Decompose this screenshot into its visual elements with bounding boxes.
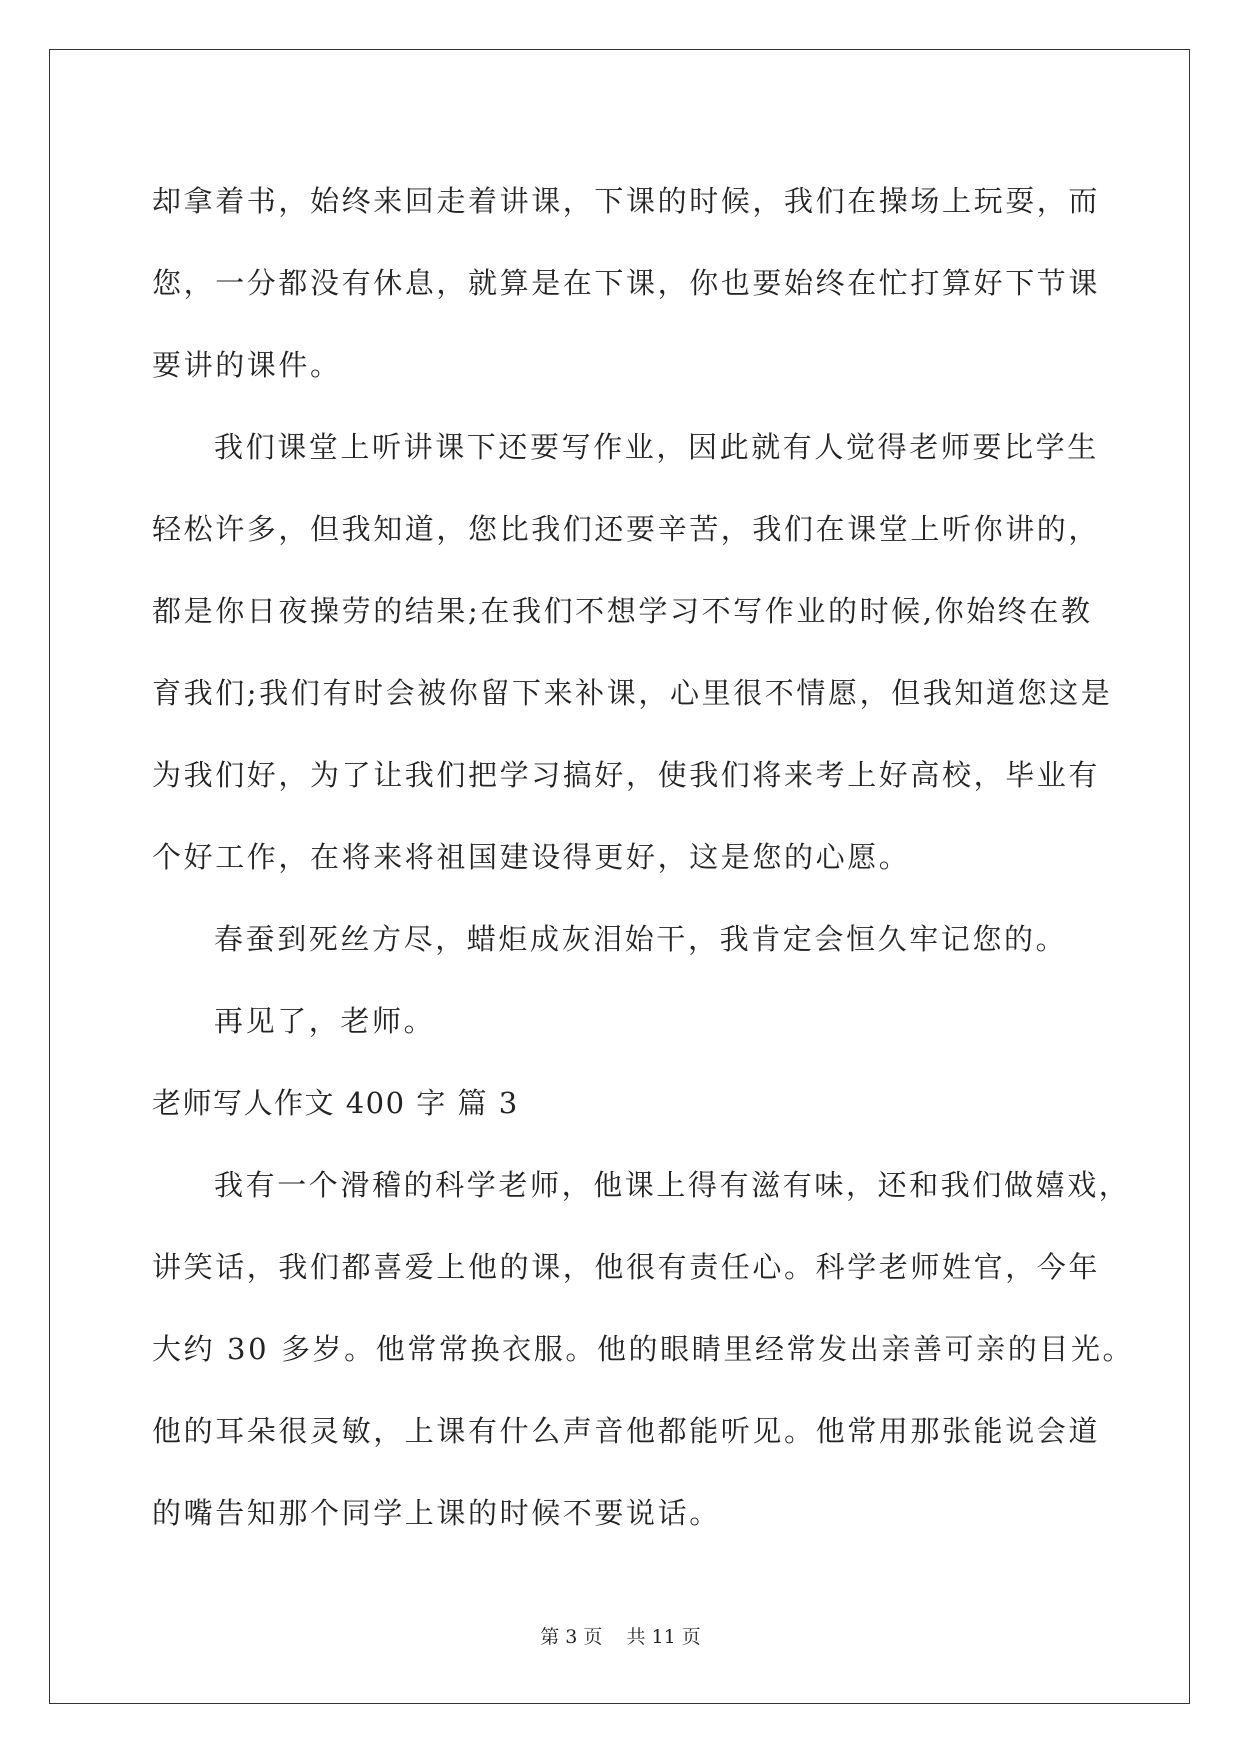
paragraph-first-line: 再见了，老师。 xyxy=(214,1004,436,1038)
paragraph-first-line: 我有一个滑稽的科学老师，他课上得有滋有味，还和我们做嬉戏， xyxy=(214,1168,1131,1202)
text-line: 的嘴告知那个同学上课的时候不要说话。 xyxy=(152,1496,721,1530)
page-number: 第 3 页 xyxy=(540,1626,603,1648)
text-line: 大约 30 多岁。他常常换衣服。他的眼睛里经常发出亲善可亲的目光。 xyxy=(152,1332,1135,1366)
document-body xyxy=(152,160,1135,1554)
text-line: 却拿着书，始终来回走着讲课，下课的时候，我们在操场上玩耍，而 xyxy=(152,184,1101,218)
text-line: 育我们;我们有时会被你留下来补课，心里很不情愿，但我知道您这是 xyxy=(152,676,1113,710)
page-footer xyxy=(0,1622,1241,1649)
paragraph-first-line: 春蚕到死丝方尽，蜡炬成灰泪始干，我肯定会恒久牢记您的。 xyxy=(214,922,1068,956)
text-line: 他的耳朵很灵敏，上课有什么声音他都能听见。他常用那张能说会道 xyxy=(152,1414,1101,1448)
paragraph-first-line: 我们课堂上听讲课下还要写作业，因此就有人觉得老师要比学生 xyxy=(214,430,1099,464)
section-heading: 老师写人作文 400 字 篇 3 xyxy=(152,1086,519,1120)
page-total: 共 11 页 xyxy=(626,1626,701,1648)
text-line: 要讲的课件。 xyxy=(152,348,342,382)
text-line: 都是你日夜操劳的结果;在我们不想学习不写作业的时候,你始终在教 xyxy=(152,594,1093,628)
text-line: 您，一分都没有休息，就算是在下课，你也要始终在忙打算好下节课 xyxy=(152,266,1101,300)
text-line: 轻松许多，但我知道，您比我们还要辛苦，我们在课堂上听你讲的， xyxy=(152,512,1101,546)
text-line: 个好工作，在将来将祖国建设得更好，这是您的心愿。 xyxy=(152,840,911,874)
text-line: 为我们好，为了让我们把学习搞好，使我们将来考上好高校，毕业有 xyxy=(152,758,1101,792)
text-line: 讲笑话，我们都喜爱上他的课，他很有责任心。科学老师姓官，今年 xyxy=(152,1250,1101,1284)
